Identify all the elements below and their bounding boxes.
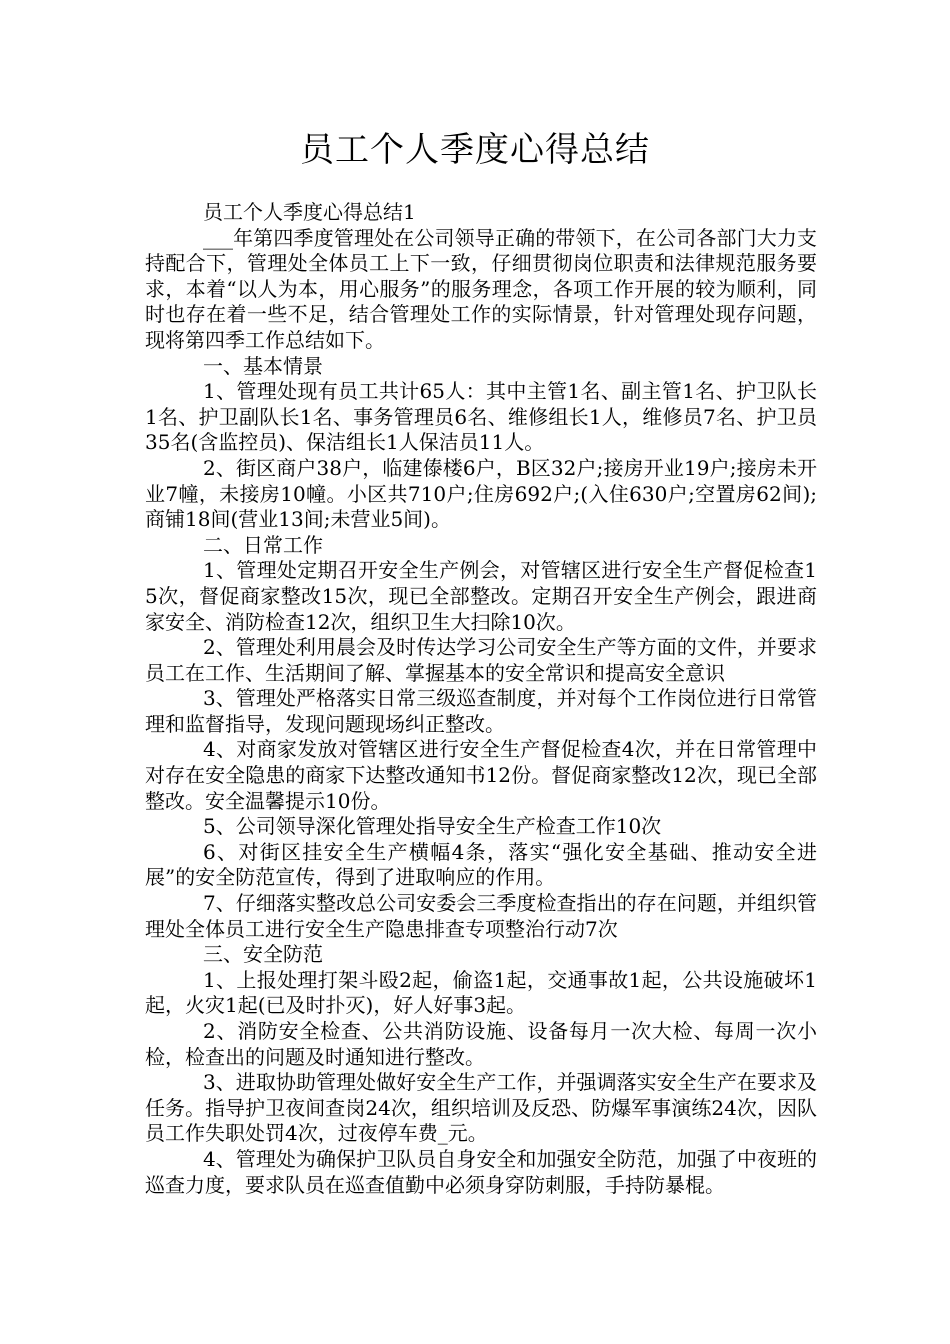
paragraph: 2、管理处利用晨会及时传达学习公司安全生产等方面的文件，并要求员工在工作、生活期间了解、掌握基本的安全常识和提高安全意识	[145, 635, 817, 685]
paragraph: 6、对街区挂安全生产横幅4条，落实“强化安全基础、推动安全进展”的安全防范宣传，得到了进取响应的作用。	[145, 839, 817, 890]
subtitle-paragraph: 员工个人季度心得总结1	[203, 200, 416, 224]
paragraph: 2、消防安全检查、公共消防设施、设备每月一次大检、每周一次小检，检查出的问题及时通知进行整改。	[145, 1019, 817, 1069]
paragraph: 2、街区商户38户，临建傣楼6户，B区32户;接房开业19户;接房未开业7幢，未接房10幢。小区共710户;住房692户;(入住630户;空置房62间);商铺18间(营业13间;未营业5间)。	[145, 455, 817, 532]
section-heading: 一、基本情景	[203, 353, 323, 378]
section-heading: 三、安全防范	[203, 942, 323, 967]
paragraph: 3、进取协助管理处做好安全生产工作，并强调落实安全生产在要求及任务。指导护卫夜间查岗24次，组织培训及反恐、防爆军事演练24次，因队员工作失职处罚4次，过夜停车费_元。	[145, 1070, 817, 1146]
paragraph: 1、管理处现有员工共计65人：其中主管1名、副主管1名、护卫队长1名、护卫副队长1名、事务管理员6名、维修组长1人，维修员7名、护卫员35名(含监控员)、保洁组长1人保洁员11人。	[145, 379, 817, 455]
paragraph: 5、公司领导深化管理处指导安全生产检查工作10次	[203, 814, 662, 839]
document-body	[145, 200, 817, 1198]
intro-paragraph: ___年第四季度管理处在公司领导正确的带领下，在公司各部门大力支持配合下，管理处全体员工上下一致，仔细贯彻岗位职责和法律规范服务要求，本着“以人为本，用心服务”的服务理念，各项工作开展的较为顺利，同时也存在着一些不足，结合管理处工作的实际情景，针对管理处现存问题，现将第四季工作总结如下。	[145, 225, 817, 352]
document-title: 员工个人季度心得总结	[300, 130, 650, 170]
paragraph: 1、上报处理打架斗殴2起，偷盗1起，交通事故1起，公共设施破坏1起，火灾1起(已及时扑灭)，好人好事3起。	[145, 967, 817, 1018]
paragraph: 7、仔细落实整改总公司安委会三季度检查指出的存在问题，并组织管理处全体员工进行安全生产隐患排查专项整治行动7次	[145, 891, 817, 941]
paragraph: 1、管理处定期召开安全生产例会，对管辖区进行安全生产督促检查15次，督促商家整改15次，现已全部整改。定期召开安全生产例会，跟进商家安全、消防检查12次，组织卫生大扫除10次。	[145, 558, 817, 634]
paragraph: 4、管理处为确保护卫队员自身安全和加强安全防范，加强了中夜班的巡查力度，要求队员在巡查值勤中必须身穿防刺服，手持防暴棍。	[145, 1146, 817, 1197]
paragraph: 3、管理处严格落实日常三级巡查制度，并对每个工作岗位进行日常管理和监督指导，发现问题现场纠正整改。	[145, 686, 817, 736]
section-heading: 二、日常工作	[203, 532, 323, 557]
paragraph: 4、对商家发放对管辖区进行安全生产督促检查4次，并在日常管理中对存在安全隐患的商家下达整改通知书12份。督促商家整改12次，现已全部整改。安全温馨提示10份。	[145, 737, 817, 813]
